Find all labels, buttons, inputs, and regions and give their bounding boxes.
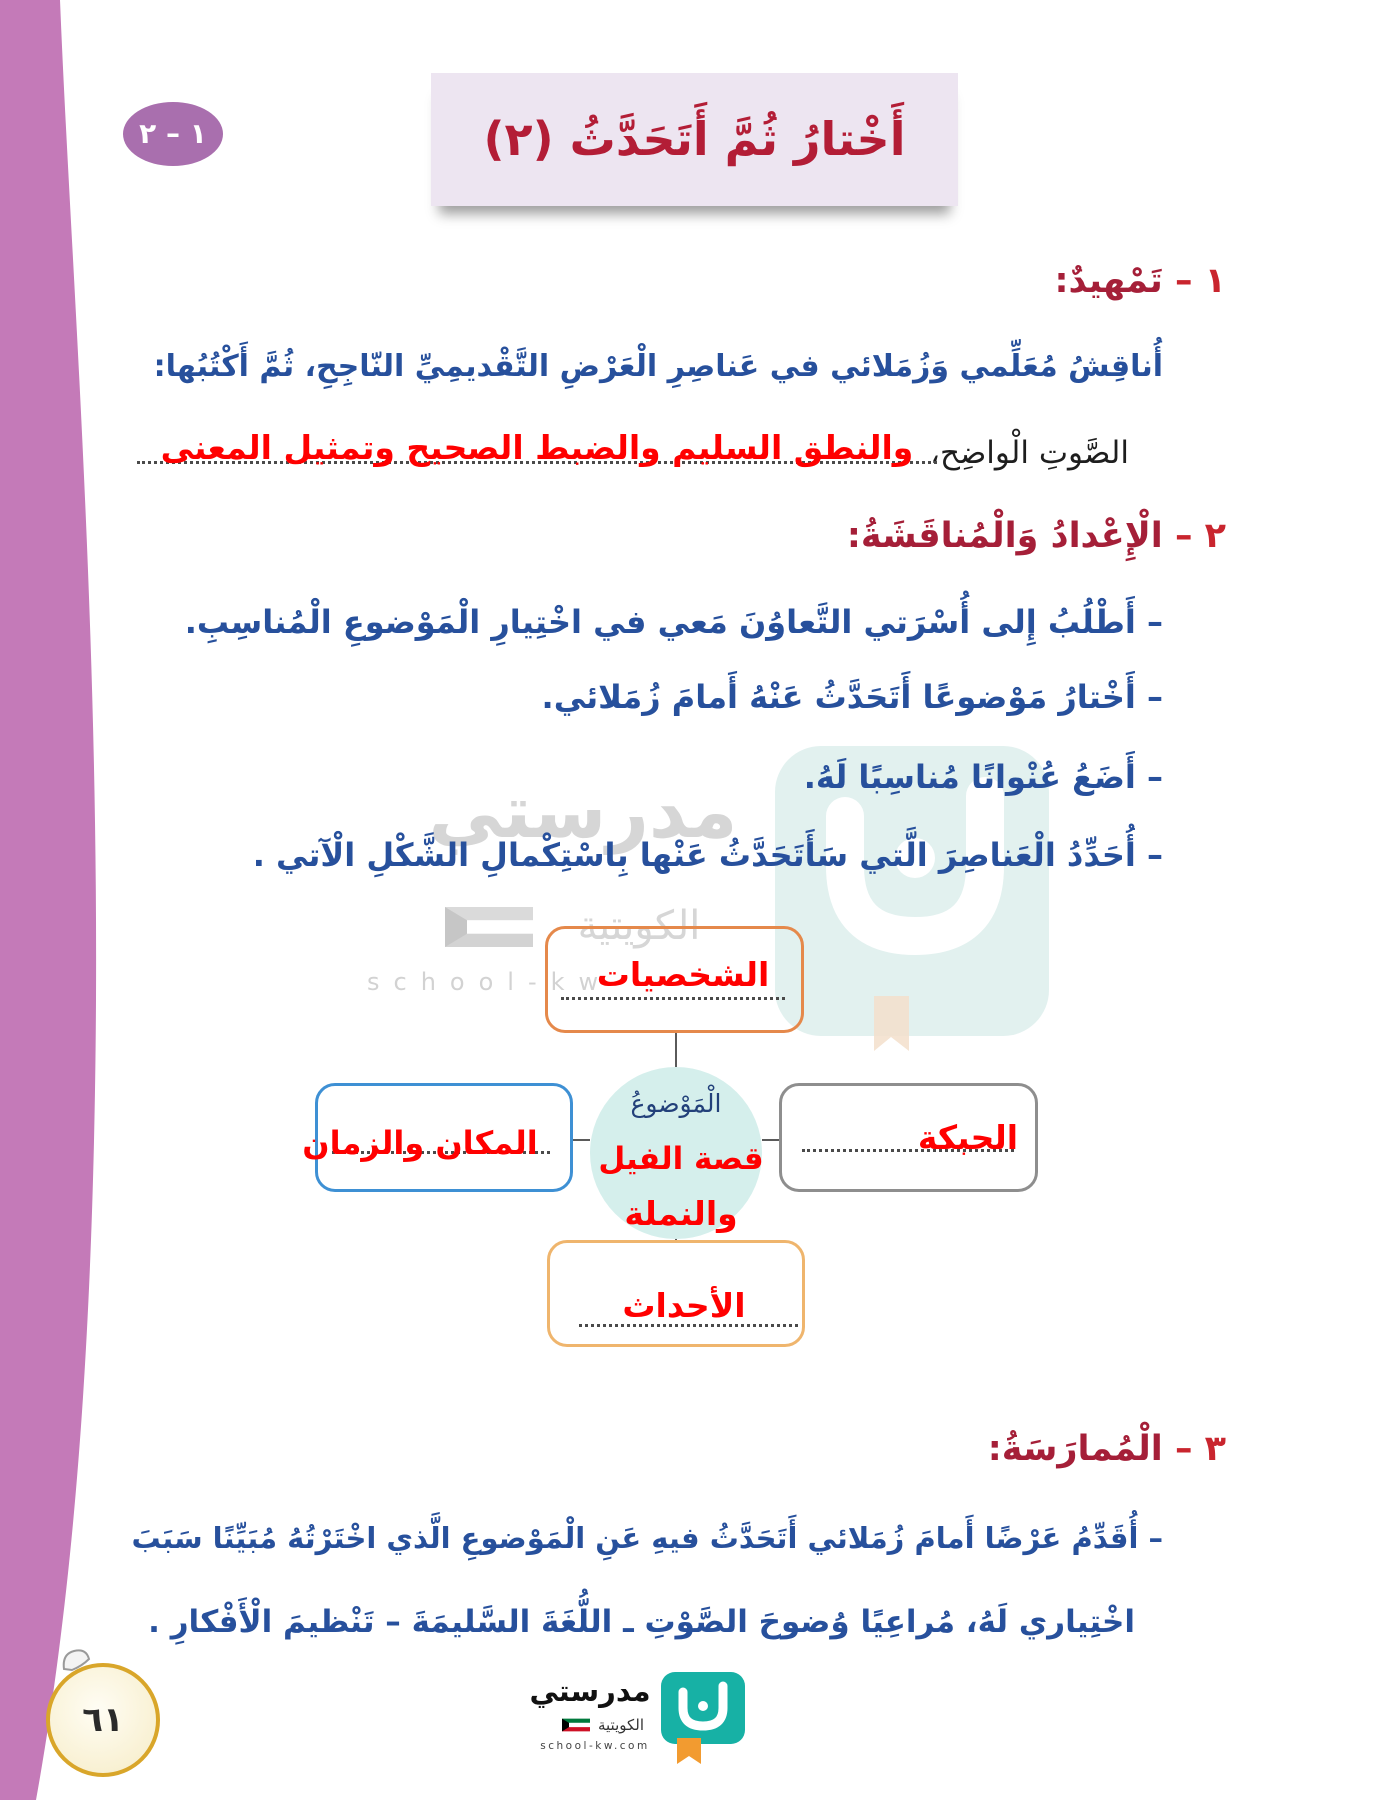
connector-left — [573, 1139, 590, 1141]
side-band — [0, 0, 110, 1800]
diagram-left-answer: المكان والزمان — [302, 1124, 538, 1162]
section2-bullet: – أَخْتارُ مَوْضوعًا أَتَحَدَّثُ عَنْهُ أَمامَ زُمَلائي. — [541, 678, 1163, 716]
section1-heading — [666, 249, 1226, 313]
page-title: أَخْتارُ ثُمَّ أَتَحَدَّثُ (٢) — [483, 112, 906, 166]
section3-title: الْمُمارَسَةُ: — [987, 1429, 1163, 1469]
section1-given-element: الصَّوتِ الْواضِح، — [929, 435, 1129, 471]
section1-number: ١ – — [1174, 261, 1226, 301]
diagram-top-answer: الشخصيات — [596, 955, 770, 994]
connector-right — [762, 1139, 779, 1141]
watermark-brand: مدرستي — [428, 769, 738, 855]
section1-instruction: أُناقِشُ مُعَلِّمي وَزُمَلائي في عَناصِرِ الْعَرْضِ التَّقْديمِيِّ النّاجِحِ، ثُمَّ أَكْتُبُها: — [153, 349, 1163, 384]
connector-top — [675, 1033, 677, 1067]
diagram-center-answer-line2: والنملة — [624, 1194, 738, 1233]
section2-bullet: – أَضَعُ عُنْوانًا مُناسِبًا لَهُ. — [803, 758, 1163, 796]
title-box — [431, 73, 958, 206]
footer-country: الكويتية — [597, 1716, 645, 1734]
diagram-right-answer: الحبكة — [917, 1118, 1019, 1157]
footer-site: school-kw.com — [540, 1740, 650, 1752]
section3-number: ٣ – — [1174, 1429, 1226, 1469]
watermark-site: school-kw — [367, 968, 613, 996]
section3-line: اخْتِياري لَهُ، مُراعِيًا وُضوحَ الصَّوْتِ ـ اللُّغَةَ السَّليمَةَ – تَنْظيمَ الْأَفْكارِ . — [148, 1604, 1135, 1640]
footer-brand: مدرستي — [529, 1674, 651, 1708]
section2-bullet: – أُحَدِّدُ الْعَناصِرَ الَّتي سَأَتَحَدَّثُ عَنْها بِاسْتِكْمالِ الشَّكْلِ الْآتي . — [252, 836, 1163, 874]
section3-heading — [666, 1417, 1226, 1481]
watermark-flag-icon — [445, 907, 533, 947]
page-number: ٦١ — [46, 1663, 160, 1777]
section1-title: تَمْهيدٌ: — [1054, 261, 1163, 301]
section2-bullet: – أَطْلُبُ إِلى أُسْرَتي التَّعاوُنَ مَعي في اخْتِيارِ الْمَوْضوعِ الْمُناسِبِ. — [184, 603, 1163, 641]
footer-logo-icon — [661, 1672, 747, 1764]
diagram-center-answer-line1: قصة الفيل — [598, 1141, 764, 1177]
footer-flag-icon — [562, 1718, 590, 1732]
section2-title: الْإِعْدادُ وَالْمُناقَشَةُ: — [846, 516, 1163, 556]
diagram-center-label: الْمَوْضوعُ — [630, 1089, 722, 1118]
section1-answer: والنطق السليم والضبط الصحيح وتمثيل المعنى — [160, 428, 914, 467]
diagram-bottom-answer: الأحداث — [622, 1286, 746, 1325]
section3-line: – أُقَدِّمُ عَرْضًا أَمامَ زُمَلائي أَتَحَدَّثُ فيهِ عَنِ الْمَوْضوعِ الَّذي اخْتَرْتُهُ مُبَيِّنًا سَبَبَ — [131, 1521, 1163, 1555]
lesson-badge: ١ – ٢ — [123, 102, 223, 166]
section2-number: ٢ – — [1174, 516, 1226, 556]
section2-heading — [526, 504, 1226, 568]
watermark-country: الكويتية — [577, 903, 701, 949]
